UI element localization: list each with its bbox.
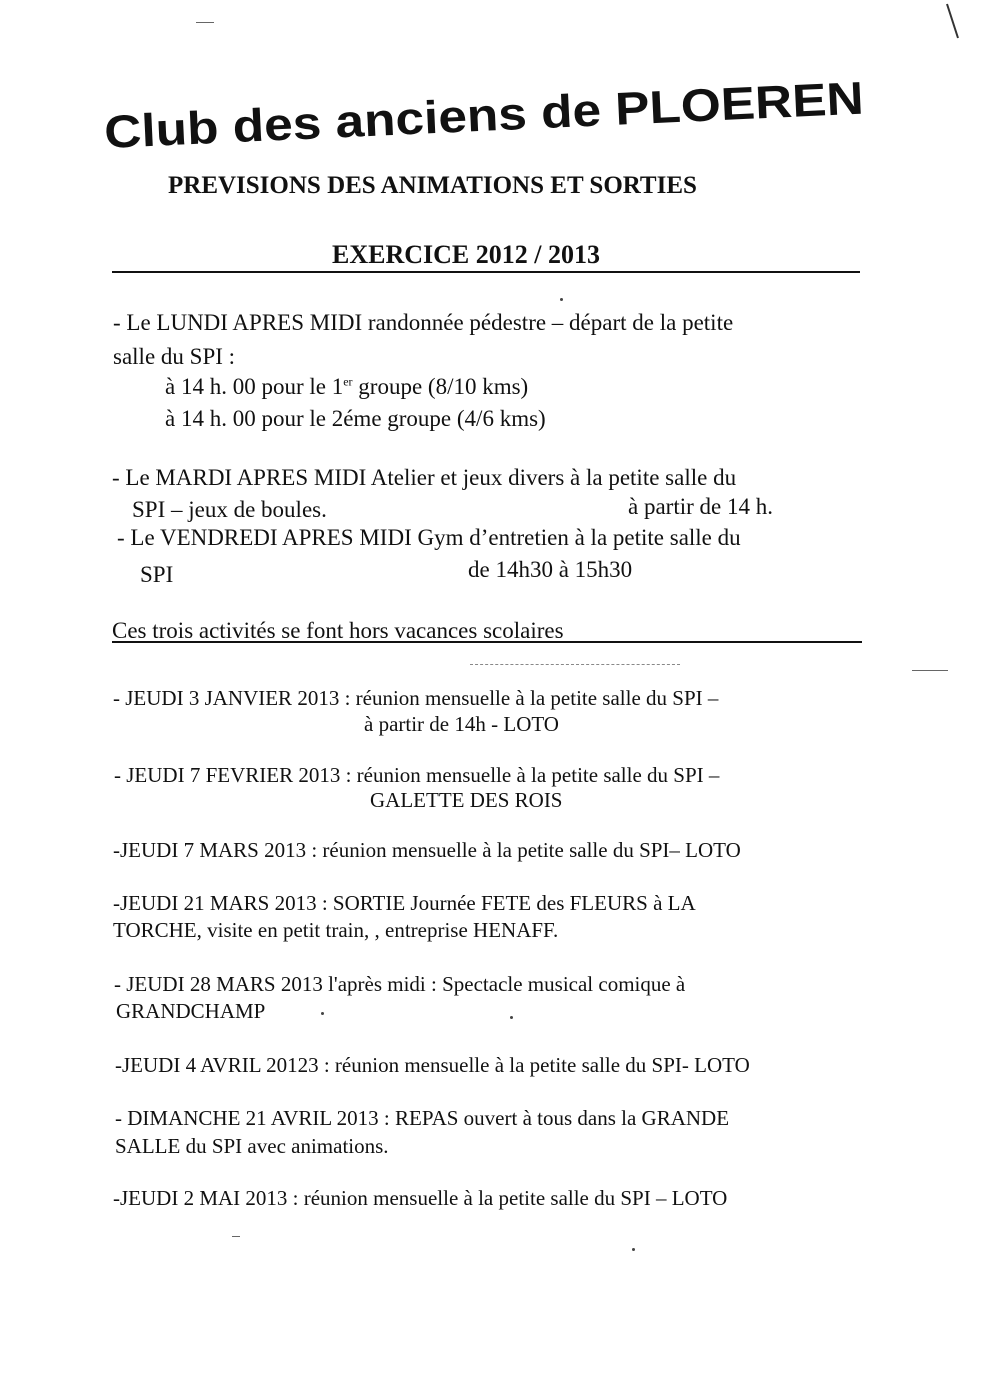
weekly-divider [112,641,862,643]
lundi-line-1: - Le LUNDI APRES MIDI randonnée pédestre – départ de la petite [113,310,734,335]
vendredi-time: de 14h30 à 15h30 [468,557,633,582]
event-janvier-detail: à partir de 14h - LOTO [364,712,559,736]
scan-mark [321,1012,324,1015]
mardi-time: à partir de 14 h. [628,494,773,519]
lundi-group-1-text: à 14 h. 00 pour le 1 [165,374,344,399]
mardi-line-1: - Le MARDI APRES MIDI Atelier et jeux divers à la petite salle du [112,465,737,490]
scan-mark [912,670,948,671]
vendredi-line-2: SPI [140,562,174,587]
event-mars-7: -JEUDI 7 MARS 2013 : réunion mensuelle à la petite salle du SPI– LOTO [113,838,741,862]
event-janvier: - JEUDI 3 JANVIER 2013 : réunion mensuelle à la petite salle du SPI – [113,686,719,710]
lundi-line-2: salle du SPI : [113,344,236,369]
event-mars-21-detail: TORCHE, visite en petit train, , entreprise HENAFF. [113,918,559,942]
event-avril-4: -JEUDI 4 AVRIL 20123 : réunion mensuelle à la petite salle du SPI- LOTO [115,1053,750,1077]
event-mars-21: -JEUDI 21 MARS 2013 : SORTIE Journée FETE des FLEURS à LA [113,891,696,915]
ordinal-suffix: er [343,374,353,389]
scan-mark [510,1016,513,1019]
lundi-group-2: à 14 h. 00 pour le 2éme groupe (4/6 kms) [165,406,546,431]
scan-mark [560,298,563,301]
vendredi-line-1: - Le VENDREDI APRES MIDI Gym d’entretien à la petite salle du [117,525,741,550]
event-mars-28: - JEUDI 28 MARS 2013 l'après midi : Spectacle musical comique à [114,972,686,996]
event-fevrier: - JEUDI 7 FEVRIER 2013 : réunion mensuelle à la petite salle du SPI – [114,763,720,787]
event-mai: -JEUDI 2 MAI 2013 : réunion mensuelle à la petite salle du SPI – LOTO [113,1186,728,1210]
header-divider [112,271,860,273]
event-fevrier-detail: GALETTE DES ROIS [370,788,563,812]
scan-mark [470,664,680,665]
lundi-group-1-rest: groupe (8/10 kms) [352,374,529,399]
weekly-note: Ces trois activités se font hors vacances scolaires [112,618,564,643]
event-mars-28-detail: GRANDCHAMP [116,999,266,1023]
event-avril-21: - DIMANCHE 21 AVRIL 2013 : REPAS ouvert à tous dans la GRANDE [115,1106,730,1130]
event-avril-21-detail: SALLE du SPI avec animations. [115,1134,389,1158]
club-title [103,75,875,158]
mardi-line-2: SPI – jeux de boules. [132,497,327,522]
exercice-heading: EXERCICE 2012 / 2013 [332,240,600,269]
lundi-group-1 [165,374,528,400]
club-title-text: Club des anciens de PLOEREN [103,75,785,158]
page-subtitle: PREVISIONS DES ANIMATIONS ET SORTIES [168,172,697,199]
scan-mark [944,2,964,42]
scan-mark [196,22,214,23]
scan-mark [632,1248,635,1251]
scan-mark [232,1236,240,1237]
